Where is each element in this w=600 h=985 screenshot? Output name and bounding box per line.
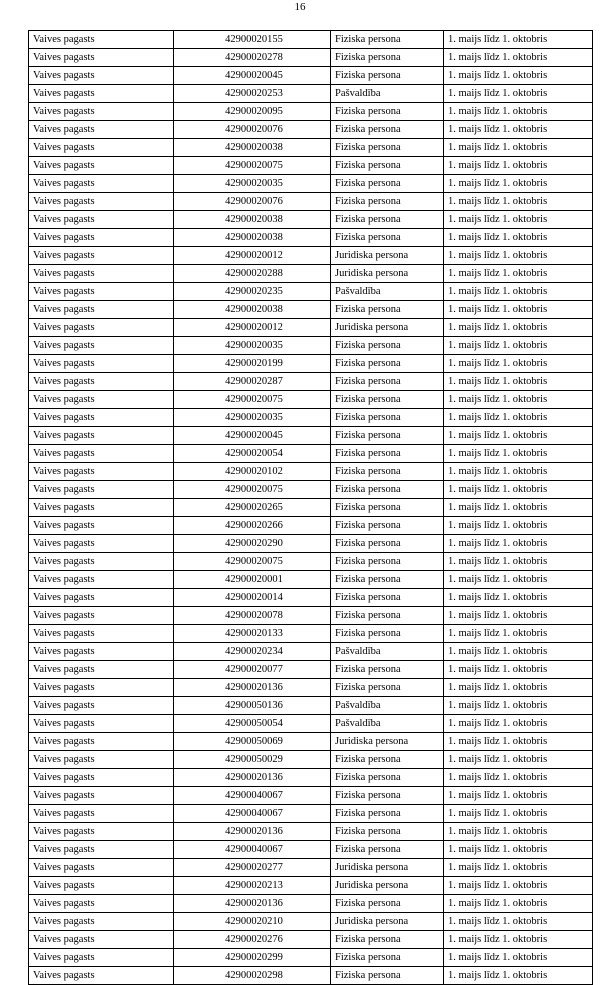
cell-person-type: Fiziska persona [331, 175, 444, 193]
table-row [29, 769, 593, 787]
cell-period: 1. maijs līdz 1. oktobris [444, 283, 593, 301]
table-row [29, 337, 593, 355]
cell-region: Vaives pagasts [29, 337, 174, 355]
cell-period: 1. maijs līdz 1. oktobris [444, 301, 593, 319]
cell-person-type: Fiziska persona [331, 229, 444, 247]
cell-period: 1. maijs līdz 1. oktobris [444, 697, 593, 715]
table-row [29, 661, 593, 679]
cell-code: 42900050069 [174, 733, 331, 751]
cell-person-type: Fiziska persona [331, 463, 444, 481]
cell-person-type: Fiziska persona [331, 535, 444, 553]
cell-period: 1. maijs līdz 1. oktobris [444, 85, 593, 103]
cell-period: 1. maijs līdz 1. oktobris [444, 661, 593, 679]
cell-period: 1. maijs līdz 1. oktobris [444, 913, 593, 931]
cell-person-type: Fiziska persona [331, 409, 444, 427]
table-row [29, 697, 593, 715]
cell-period: 1. maijs līdz 1. oktobris [444, 355, 593, 373]
cell-person-type: Juridiska persona [331, 265, 444, 283]
table-row [29, 643, 593, 661]
cell-person-type: Fiziska persona [331, 373, 444, 391]
cell-region: Vaives pagasts [29, 481, 174, 499]
cell-code: 42900020288 [174, 265, 331, 283]
table-row [29, 625, 593, 643]
cell-period: 1. maijs līdz 1. oktobris [444, 895, 593, 913]
cell-period: 1. maijs līdz 1. oktobris [444, 427, 593, 445]
table-row [29, 139, 593, 157]
cell-person-type: Juridiska persona [331, 247, 444, 265]
table-row [29, 157, 593, 175]
cell-region: Vaives pagasts [29, 265, 174, 283]
cell-person-type: Fiziska persona [331, 679, 444, 697]
table-row [29, 355, 593, 373]
cell-period: 1. maijs līdz 1. oktobris [444, 643, 593, 661]
cell-person-type: Juridiska persona [331, 733, 444, 751]
cell-code: 42900020199 [174, 355, 331, 373]
cell-region: Vaives pagasts [29, 409, 174, 427]
cell-region: Vaives pagasts [29, 535, 174, 553]
cell-period: 1. maijs līdz 1. oktobris [444, 733, 593, 751]
cell-code: 42900020076 [174, 121, 331, 139]
cell-period: 1. maijs līdz 1. oktobris [444, 265, 593, 283]
cell-region: Vaives pagasts [29, 373, 174, 391]
cell-region: Vaives pagasts [29, 553, 174, 571]
cell-region: Vaives pagasts [29, 931, 174, 949]
table-row [29, 193, 593, 211]
cell-code: 42900020136 [174, 769, 331, 787]
cell-period: 1. maijs līdz 1. oktobris [444, 625, 593, 643]
cell-code: 42900020136 [174, 895, 331, 913]
cell-code: 42900020287 [174, 373, 331, 391]
cell-person-type: Fiziska persona [331, 823, 444, 841]
table-row [29, 679, 593, 697]
cell-region: Vaives pagasts [29, 103, 174, 121]
cell-region: Vaives pagasts [29, 571, 174, 589]
table-row [29, 67, 593, 85]
cell-period: 1. maijs līdz 1. oktobris [444, 67, 593, 85]
cell-person-type: Fiziska persona [331, 103, 444, 121]
table-row [29, 319, 593, 337]
cell-period: 1. maijs līdz 1. oktobris [444, 805, 593, 823]
cell-code: 42900020038 [174, 301, 331, 319]
cell-period: 1. maijs līdz 1. oktobris [444, 391, 593, 409]
cell-region: Vaives pagasts [29, 139, 174, 157]
table-row [29, 409, 593, 427]
cell-person-type: Pašvaldība [331, 715, 444, 733]
cell-region: Vaives pagasts [29, 607, 174, 625]
cell-code: 42900020298 [174, 967, 331, 985]
cell-person-type: Fiziska persona [331, 391, 444, 409]
cell-person-type: Fiziska persona [331, 949, 444, 967]
table-row [29, 607, 593, 625]
table-row [29, 247, 593, 265]
cell-person-type: Fiziska persona [331, 211, 444, 229]
cell-region: Vaives pagasts [29, 31, 174, 49]
cell-period: 1. maijs līdz 1. oktobris [444, 157, 593, 175]
cell-person-type: Pašvaldība [331, 643, 444, 661]
cell-code: 42900020012 [174, 319, 331, 337]
cell-code: 42900020078 [174, 607, 331, 625]
cell-code: 42900040067 [174, 805, 331, 823]
cell-person-type: Juridiska persona [331, 913, 444, 931]
cell-person-type: Fiziska persona [331, 553, 444, 571]
cell-period: 1. maijs līdz 1. oktobris [444, 481, 593, 499]
table-row [29, 211, 593, 229]
table-row [29, 931, 593, 949]
cell-region: Vaives pagasts [29, 193, 174, 211]
cell-period: 1. maijs līdz 1. oktobris [444, 499, 593, 517]
cell-code: 42900020235 [174, 283, 331, 301]
cell-period: 1. maijs līdz 1. oktobris [444, 211, 593, 229]
cell-region: Vaives pagasts [29, 859, 174, 877]
cell-region: Vaives pagasts [29, 157, 174, 175]
cell-region: Vaives pagasts [29, 751, 174, 769]
land-parcels-table [28, 30, 593, 985]
cell-person-type: Fiziska persona [331, 751, 444, 769]
cell-region: Vaives pagasts [29, 283, 174, 301]
cell-code: 42900020277 [174, 859, 331, 877]
cell-code: 42900020290 [174, 535, 331, 553]
cell-region: Vaives pagasts [29, 661, 174, 679]
cell-code: 42900020210 [174, 913, 331, 931]
cell-code: 42900020075 [174, 481, 331, 499]
cell-code: 42900020136 [174, 679, 331, 697]
cell-period: 1. maijs līdz 1. oktobris [444, 535, 593, 553]
cell-code: 42900020077 [174, 661, 331, 679]
cell-code: 42900020038 [174, 211, 331, 229]
cell-region: Vaives pagasts [29, 769, 174, 787]
table-row [29, 877, 593, 895]
cell-region: Vaives pagasts [29, 787, 174, 805]
cell-code: 42900020136 [174, 823, 331, 841]
cell-region: Vaives pagasts [29, 445, 174, 463]
cell-region: Vaives pagasts [29, 499, 174, 517]
cell-person-type: Fiziska persona [331, 31, 444, 49]
table-row [29, 751, 593, 769]
cell-person-type: Fiziska persona [331, 49, 444, 67]
cell-person-type: Fiziska persona [331, 625, 444, 643]
table-row [29, 535, 593, 553]
cell-region: Vaives pagasts [29, 841, 174, 859]
cell-code: 42900020001 [174, 571, 331, 589]
cell-period: 1. maijs līdz 1. oktobris [444, 769, 593, 787]
cell-code: 42900020095 [174, 103, 331, 121]
cell-region: Vaives pagasts [29, 247, 174, 265]
cell-code: 42900040067 [174, 841, 331, 859]
table-row [29, 481, 593, 499]
cell-region: Vaives pagasts [29, 823, 174, 841]
cell-person-type: Fiziska persona [331, 121, 444, 139]
cell-region: Vaives pagasts [29, 67, 174, 85]
cell-person-type: Fiziska persona [331, 139, 444, 157]
table-row [29, 859, 593, 877]
cell-person-type: Fiziska persona [331, 661, 444, 679]
cell-code: 42900020278 [174, 49, 331, 67]
cell-period: 1. maijs līdz 1. oktobris [444, 409, 593, 427]
cell-period: 1. maijs līdz 1. oktobris [444, 859, 593, 877]
cell-region: Vaives pagasts [29, 355, 174, 373]
cell-code: 42900020045 [174, 67, 331, 85]
cell-person-type: Fiziska persona [331, 157, 444, 175]
cell-code: 42900020038 [174, 139, 331, 157]
cell-person-type: Fiziska persona [331, 931, 444, 949]
cell-period: 1. maijs līdz 1. oktobris [444, 49, 593, 67]
cell-code: 42900020213 [174, 877, 331, 895]
cell-code: 42900050136 [174, 697, 331, 715]
cell-period: 1. maijs līdz 1. oktobris [444, 103, 593, 121]
cell-period: 1. maijs līdz 1. oktobris [444, 949, 593, 967]
cell-period: 1. maijs līdz 1. oktobris [444, 967, 593, 985]
table-row [29, 445, 593, 463]
table-row [29, 787, 593, 805]
cell-code: 42900050054 [174, 715, 331, 733]
cell-period: 1. maijs līdz 1. oktobris [444, 445, 593, 463]
table-row [29, 913, 593, 931]
table-row [29, 391, 593, 409]
table-row [29, 265, 593, 283]
cell-region: Vaives pagasts [29, 805, 174, 823]
table-row [29, 121, 593, 139]
cell-code: 42900020266 [174, 517, 331, 535]
cell-period: 1. maijs līdz 1. oktobris [444, 787, 593, 805]
cell-person-type: Fiziska persona [331, 571, 444, 589]
cell-code: 42900020299 [174, 949, 331, 967]
table-row [29, 517, 593, 535]
cell-code: 42900020012 [174, 247, 331, 265]
cell-region: Vaives pagasts [29, 913, 174, 931]
cell-period: 1. maijs līdz 1. oktobris [444, 319, 593, 337]
cell-period: 1. maijs līdz 1. oktobris [444, 247, 593, 265]
cell-period: 1. maijs līdz 1. oktobris [444, 571, 593, 589]
cell-person-type: Juridiska persona [331, 859, 444, 877]
cell-region: Vaives pagasts [29, 967, 174, 985]
cell-person-type: Fiziska persona [331, 841, 444, 859]
cell-person-type: Fiziska persona [331, 355, 444, 373]
cell-code: 42900020253 [174, 85, 331, 103]
table-row [29, 463, 593, 481]
cell-period: 1. maijs līdz 1. oktobris [444, 337, 593, 355]
cell-person-type: Fiziska persona [331, 787, 444, 805]
cell-code: 42900020075 [174, 391, 331, 409]
cell-region: Vaives pagasts [29, 175, 174, 193]
cell-region: Vaives pagasts [29, 877, 174, 895]
table-row [29, 499, 593, 517]
table-row [29, 589, 593, 607]
cell-code: 42900040067 [174, 787, 331, 805]
cell-person-type: Fiziska persona [331, 517, 444, 535]
cell-period: 1. maijs līdz 1. oktobris [444, 589, 593, 607]
cell-period: 1. maijs līdz 1. oktobris [444, 121, 593, 139]
cell-person-type: Pašvaldība [331, 697, 444, 715]
cell-code: 42900020035 [174, 337, 331, 355]
cell-region: Vaives pagasts [29, 85, 174, 103]
cell-code: 42900020265 [174, 499, 331, 517]
cell-period: 1. maijs līdz 1. oktobris [444, 715, 593, 733]
table-row [29, 715, 593, 733]
cell-period: 1. maijs līdz 1. oktobris [444, 175, 593, 193]
cell-person-type: Fiziska persona [331, 967, 444, 985]
cell-code: 42900020035 [174, 409, 331, 427]
cell-code: 42900020076 [174, 193, 331, 211]
cell-period: 1. maijs līdz 1. oktobris [444, 931, 593, 949]
cell-person-type: Fiziska persona [331, 895, 444, 913]
table-row [29, 895, 593, 913]
cell-person-type: Fiziska persona [331, 193, 444, 211]
table-row [29, 85, 593, 103]
table-row [29, 283, 593, 301]
cell-person-type: Fiziska persona [331, 769, 444, 787]
cell-person-type: Fiziska persona [331, 445, 444, 463]
cell-region: Vaives pagasts [29, 589, 174, 607]
cell-period: 1. maijs līdz 1. oktobris [444, 679, 593, 697]
cell-period: 1. maijs līdz 1. oktobris [444, 463, 593, 481]
cell-code: 42900020075 [174, 157, 331, 175]
table-row [29, 301, 593, 319]
cell-code: 42900020155 [174, 31, 331, 49]
cell-region: Vaives pagasts [29, 715, 174, 733]
cell-person-type: Pašvaldība [331, 283, 444, 301]
table-row [29, 373, 593, 391]
cell-region: Vaives pagasts [29, 427, 174, 445]
table-row [29, 823, 593, 841]
cell-code: 42900020054 [174, 445, 331, 463]
cell-code: 42900020014 [174, 589, 331, 607]
cell-code: 42900020276 [174, 931, 331, 949]
table-row [29, 103, 593, 121]
cell-region: Vaives pagasts [29, 643, 174, 661]
table-row [29, 31, 593, 49]
cell-person-type: Fiziska persona [331, 481, 444, 499]
cell-region: Vaives pagasts [29, 517, 174, 535]
cell-region: Vaives pagasts [29, 697, 174, 715]
cell-code: 42900020133 [174, 625, 331, 643]
cell-region: Vaives pagasts [29, 49, 174, 67]
cell-person-type: Fiziska persona [331, 337, 444, 355]
table-row [29, 175, 593, 193]
cell-period: 1. maijs līdz 1. oktobris [444, 373, 593, 391]
cell-person-type: Fiziska persona [331, 301, 444, 319]
cell-period: 1. maijs līdz 1. oktobris [444, 31, 593, 49]
cell-region: Vaives pagasts [29, 391, 174, 409]
cell-region: Vaives pagasts [29, 679, 174, 697]
table-row [29, 841, 593, 859]
cell-period: 1. maijs līdz 1. oktobris [444, 193, 593, 211]
cell-region: Vaives pagasts [29, 301, 174, 319]
cell-person-type: Juridiska persona [331, 877, 444, 895]
cell-person-type: Fiziska persona [331, 805, 444, 823]
cell-period: 1. maijs līdz 1. oktobris [444, 229, 593, 247]
table-row [29, 967, 593, 985]
table-row [29, 805, 593, 823]
cell-period: 1. maijs līdz 1. oktobris [444, 607, 593, 625]
cell-person-type: Juridiska persona [331, 319, 444, 337]
cell-person-type: Fiziska persona [331, 607, 444, 625]
table-row [29, 553, 593, 571]
cell-region: Vaives pagasts [29, 229, 174, 247]
table-body [29, 31, 593, 985]
cell-code: 42900020234 [174, 643, 331, 661]
cell-period: 1. maijs līdz 1. oktobris [444, 139, 593, 157]
cell-region: Vaives pagasts [29, 121, 174, 139]
cell-region: Vaives pagasts [29, 949, 174, 967]
cell-region: Vaives pagasts [29, 463, 174, 481]
cell-code: 42900020102 [174, 463, 331, 481]
cell-code: 42900020075 [174, 553, 331, 571]
cell-person-type: Pašvaldība [331, 85, 444, 103]
cell-region: Vaives pagasts [29, 319, 174, 337]
cell-period: 1. maijs līdz 1. oktobris [444, 553, 593, 571]
table-row [29, 733, 593, 751]
cell-code: 42900020035 [174, 175, 331, 193]
cell-region: Vaives pagasts [29, 895, 174, 913]
page-number: 16 [294, 1, 306, 13]
table-row [29, 229, 593, 247]
cell-person-type: Fiziska persona [331, 67, 444, 85]
cell-period: 1. maijs līdz 1. oktobris [444, 841, 593, 859]
cell-code: 42900050029 [174, 751, 331, 769]
table-row [29, 949, 593, 967]
cell-region: Vaives pagasts [29, 211, 174, 229]
table-row [29, 49, 593, 67]
cell-period: 1. maijs līdz 1. oktobris [444, 823, 593, 841]
cell-period: 1. maijs līdz 1. oktobris [444, 877, 593, 895]
cell-region: Vaives pagasts [29, 625, 174, 643]
cell-period: 1. maijs līdz 1. oktobris [444, 517, 593, 535]
cell-region: Vaives pagasts [29, 733, 174, 751]
cell-code: 42900020038 [174, 229, 331, 247]
cell-person-type: Fiziska persona [331, 589, 444, 607]
cell-code: 42900020045 [174, 427, 331, 445]
cell-period: 1. maijs līdz 1. oktobris [444, 751, 593, 769]
table-row [29, 571, 593, 589]
cell-person-type: Fiziska persona [331, 427, 444, 445]
cell-person-type: Fiziska persona [331, 499, 444, 517]
table-row [29, 427, 593, 445]
